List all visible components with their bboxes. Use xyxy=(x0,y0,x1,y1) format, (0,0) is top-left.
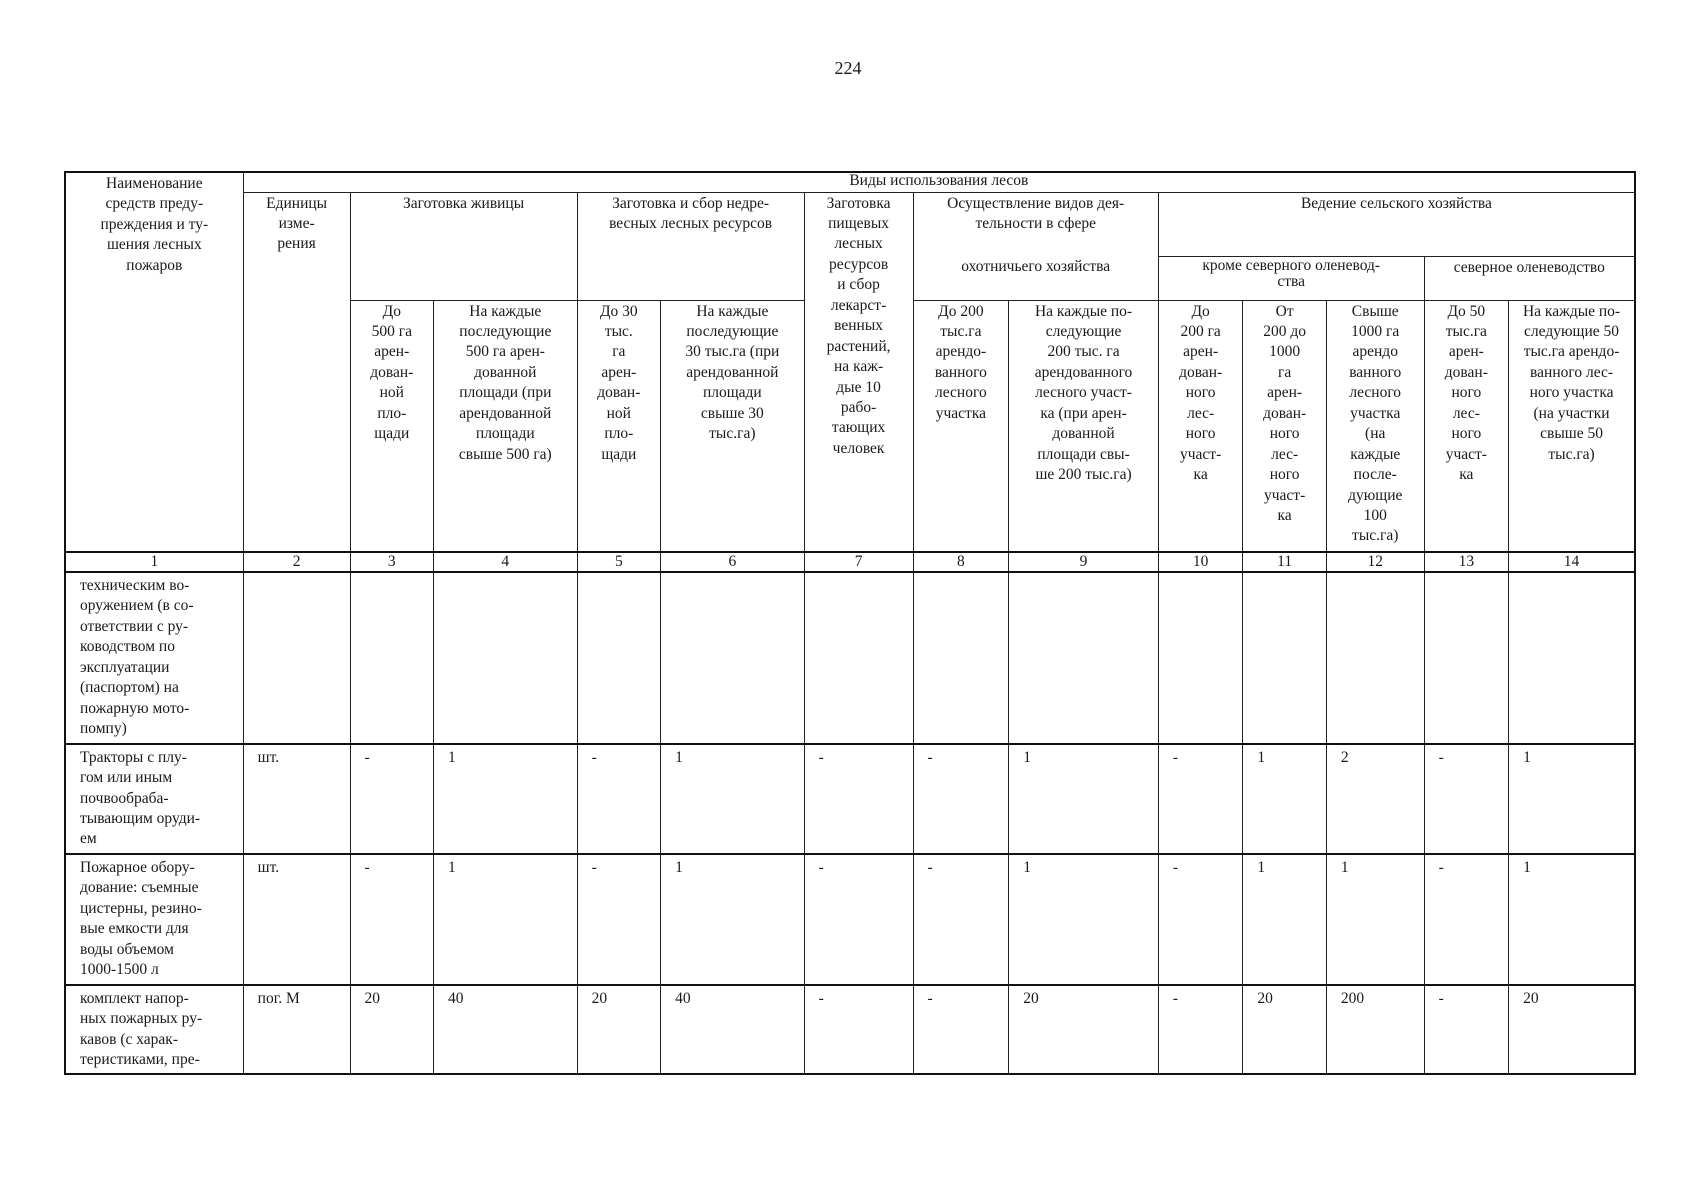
header-c10: До 200 га арен- дован- ного лес- ного участ- ка xyxy=(1158,300,1243,552)
row-cell: - xyxy=(577,744,660,854)
row-cell: - xyxy=(913,744,1009,854)
row-cell: 1 xyxy=(1009,744,1159,854)
header-c8: До 200 тыс.га арендо- ванного лесного участка xyxy=(913,300,1009,552)
column-number: 13 xyxy=(1424,552,1509,572)
page-number: 224 xyxy=(834,58,862,78)
column-number: 12 xyxy=(1326,552,1424,572)
row-cell xyxy=(913,572,1009,744)
row-cell: - xyxy=(350,744,433,854)
column-number: 3 xyxy=(350,552,433,572)
header-reindeer: северное оленеводство xyxy=(1424,256,1635,300)
row-cell: - xyxy=(804,985,913,1075)
row-cell: 20 xyxy=(350,985,433,1075)
row-cell: - xyxy=(1424,744,1509,854)
column-number: 6 xyxy=(661,552,805,572)
row-cell: 1 xyxy=(1009,854,1159,985)
header-c11: От 200 до 1000 га арен- дован- ного лес- ного участ- ка xyxy=(1243,300,1326,552)
row-cell: - xyxy=(1158,744,1243,854)
row-cell: 40 xyxy=(434,985,578,1075)
row-cell: 1 xyxy=(1509,854,1635,985)
row-cell: - xyxy=(804,854,913,985)
row-cell xyxy=(1509,572,1635,744)
column-number: 8 xyxy=(913,552,1009,572)
row-cell: - xyxy=(913,854,1009,985)
row-cell: 20 xyxy=(577,985,660,1075)
row-cell: - xyxy=(1424,985,1509,1075)
header-c13: До 50 тыс.га арен- дован- ного лес- ного участ- ка xyxy=(1424,300,1509,552)
row-cell: - xyxy=(1158,854,1243,985)
table-row xyxy=(65,572,1635,744)
row-name: техническим во- оружением (в со- ответствии с ру- ководством по эксплуатации (паспортом) на пожарную мото- помпу) xyxy=(65,572,243,744)
row-cell: 1 xyxy=(1509,744,1635,854)
header-c14: На каждые по- следующие 50 тыс.га арендо- ванного лес- ного участка (на участки свыше 50 тыс.га) xyxy=(1509,300,1635,552)
row-cell xyxy=(1009,572,1159,744)
row-name: Пожарное обору- дование: съемные цистерны, резино- вые емкости для воды объемом 1000-1500 л xyxy=(65,854,243,985)
header-nontimber: Заготовка и сбор недре- весных лесных ресурсов xyxy=(577,192,804,300)
row-cell xyxy=(350,572,433,744)
row-cell: 20 xyxy=(1009,985,1159,1075)
row-cell: 1 xyxy=(661,744,805,854)
header-resin: Заготовка живицы xyxy=(350,192,577,300)
header-units: Единицы изме- рения xyxy=(243,192,350,552)
column-number: 1 xyxy=(65,552,243,572)
row-cell: пог. М xyxy=(243,985,350,1075)
header-group-title: Виды использования лесов xyxy=(243,172,1635,192)
row-cell xyxy=(661,572,805,744)
table-row xyxy=(65,744,1635,854)
row-name: комплект напор- ных пожарных ру- кавов (с харак- теристиками, пре- xyxy=(65,985,243,1075)
row-cell xyxy=(1424,572,1509,744)
row-cell: 1 xyxy=(1326,854,1424,985)
row-cell: 2 xyxy=(1326,744,1424,854)
column-number: 11 xyxy=(1243,552,1326,572)
row-cell: шт. xyxy=(243,854,350,985)
column-number: 2 xyxy=(243,552,350,572)
header-c5: До 30 тыс. га арен- дован- ной пло- щади xyxy=(577,300,660,552)
header-hunting-top: Осуществление видов дея- тельности в сфере xyxy=(913,192,1158,256)
row-cell: - xyxy=(1424,854,1509,985)
row-cell: - xyxy=(350,854,433,985)
row-cell: 1 xyxy=(661,854,805,985)
row-cell: - xyxy=(1158,985,1243,1075)
header-c6: На каждые последующие 30 тыс.га (при арендованной площади свыше 30 тыс.га) xyxy=(661,300,805,552)
row-cell: 20 xyxy=(1243,985,1326,1075)
row-cell xyxy=(577,572,660,744)
column-number: 4 xyxy=(434,552,578,572)
header-c3: До 500 га арен- дован- ной пло- щади xyxy=(350,300,433,552)
table-row xyxy=(65,985,1635,1075)
forest-fire-equipment-table xyxy=(64,171,1636,1075)
row-cell: 1 xyxy=(434,744,578,854)
row-cell: - xyxy=(577,854,660,985)
row-cell: 1 xyxy=(1243,744,1326,854)
header-agriculture: Ведение сельского хозяйства xyxy=(1158,192,1635,256)
row-cell: - xyxy=(913,985,1009,1075)
header-food-resources: Заготовка пищевых лесных ресурсов и сбор лекарст- венных растений, на каж- дые 10 рабо- тающих человек xyxy=(804,192,913,552)
row-cell xyxy=(804,572,913,744)
column-number: 5 xyxy=(577,552,660,572)
row-cell: 1 xyxy=(1243,854,1326,985)
row-cell: 200 xyxy=(1326,985,1424,1075)
row-cell: 1 xyxy=(434,854,578,985)
column-number: 7 xyxy=(804,552,913,572)
column-number: 14 xyxy=(1509,552,1635,572)
row-cell xyxy=(1243,572,1326,744)
header-name-column: Наименование средств преду- преждения и ту- шения лесных пожаров xyxy=(65,172,243,552)
table-row xyxy=(65,854,1635,985)
row-cell xyxy=(1326,572,1424,744)
header-c12: Свыше 1000 га арендо ванного лесного участка (на каждые после- дующие 100 тыс.га) xyxy=(1326,300,1424,552)
row-cell: шт. xyxy=(243,744,350,854)
row-cell: 20 xyxy=(1509,985,1635,1075)
row-name: Тракторы с плу- гом или иным почвообраба- тывающим оруди- ем xyxy=(65,744,243,854)
row-cell xyxy=(1158,572,1243,744)
header-c4: На каждые последующие 500 га арен- дованной площади (при арендованной площади свыше 500 га) xyxy=(434,300,578,552)
row-cell: 40 xyxy=(661,985,805,1075)
column-number: 9 xyxy=(1009,552,1159,572)
header-hunting-bottom: охотничьего хозяйства xyxy=(913,256,1158,300)
row-cell: - xyxy=(804,744,913,854)
row-cell xyxy=(243,572,350,744)
column-number: 10 xyxy=(1158,552,1243,572)
header-except-reindeer: кроме северного оленевод- ства xyxy=(1158,256,1424,300)
header-c9: На каждые по- следующие 200 тыс. га арендованного лесного участ- ка (при арен- дованной площади свы- ше 200 тыс.га) xyxy=(1009,300,1159,552)
row-cell xyxy=(434,572,578,744)
